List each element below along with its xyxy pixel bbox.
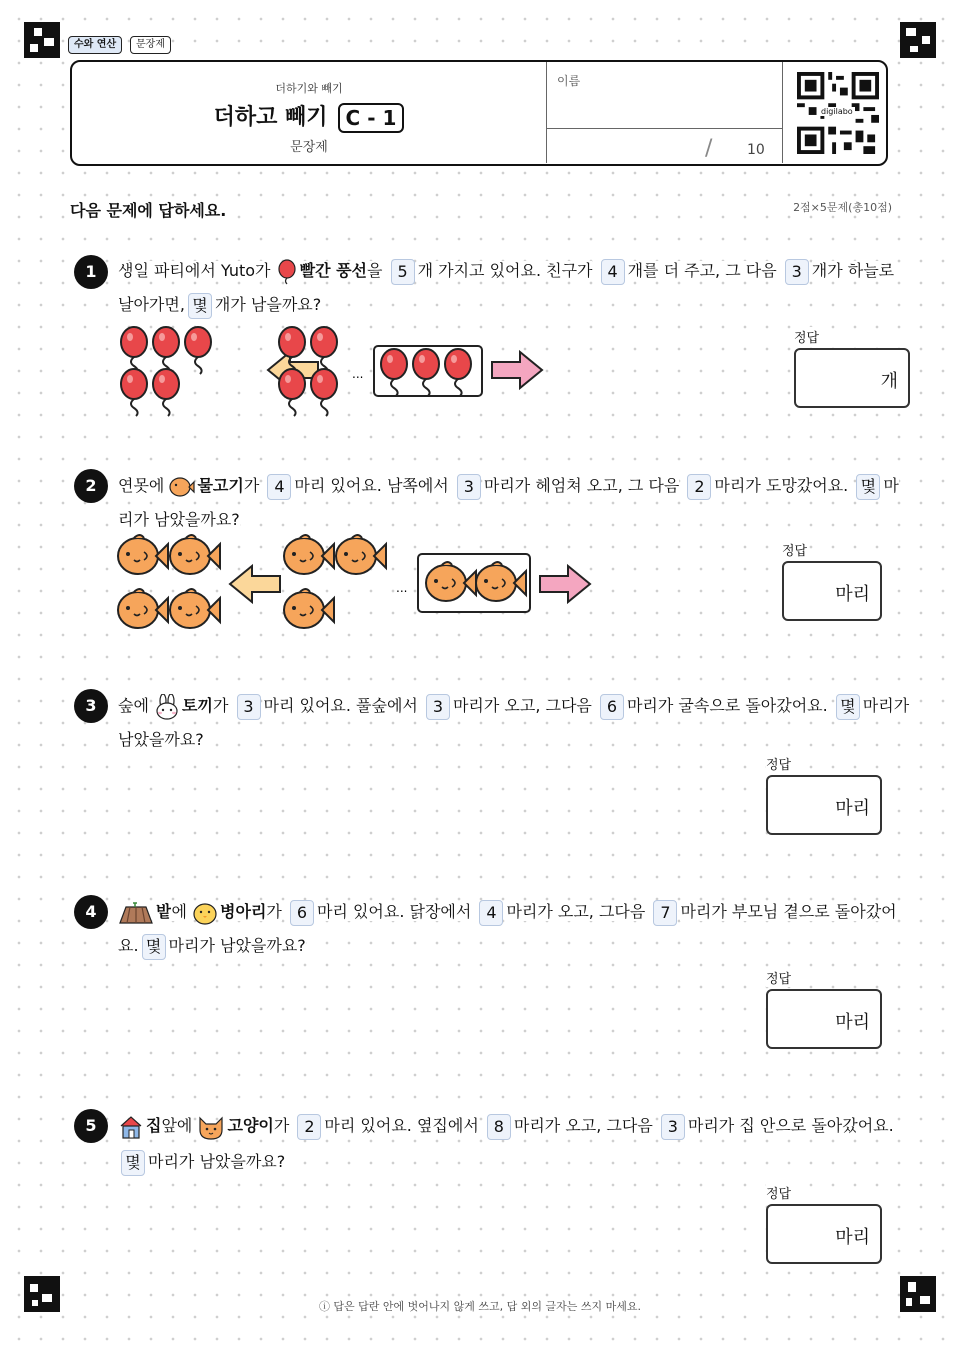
number-box: 4 bbox=[267, 474, 291, 500]
number-box: 7 bbox=[653, 900, 677, 926]
answer-unit: 마리 bbox=[835, 584, 870, 605]
number-box: 5 bbox=[391, 259, 415, 285]
question-number: 2 bbox=[74, 469, 108, 503]
score-info: 2점×5문제(총10점) bbox=[793, 201, 892, 214]
balloon-icon bbox=[276, 259, 298, 285]
answer-box[interactable] bbox=[782, 561, 882, 621]
header-type: 문장제 bbox=[290, 140, 328, 155]
number-box: 4 bbox=[601, 259, 625, 285]
worksheet-code: C - 1 bbox=[338, 103, 405, 133]
question-number: 4 bbox=[74, 895, 108, 929]
score-total: 10 bbox=[747, 142, 765, 158]
divider bbox=[547, 128, 783, 129]
ellipsis: ... bbox=[352, 367, 364, 381]
answer-label: 정답 bbox=[766, 754, 791, 773]
cat-icon bbox=[197, 1114, 225, 1140]
answer-box[interactable] bbox=[766, 1204, 882, 1264]
corner-marker-top-right bbox=[900, 22, 936, 58]
answer-box[interactable] bbox=[766, 989, 882, 1049]
name-label: 이름 bbox=[557, 74, 581, 88]
header-title: 더하고 빼기 C - 1 bbox=[72, 100, 546, 133]
question-1-line-2: 날아가면, 몇 개가 남을까요? bbox=[118, 288, 321, 322]
question-number: 1 bbox=[74, 255, 108, 289]
question-2-line-1: 연못에 물고기가 4 마리 있어요. 남쪽에서 3 마리가 헤엄쳐 오고, 그 다음 2 마리가 도망갔어요. 몇 마 bbox=[118, 469, 899, 503]
field-icon bbox=[118, 901, 154, 925]
number-box: 3 bbox=[785, 259, 809, 285]
number-box: 3 bbox=[237, 694, 261, 720]
number-box: 4 bbox=[479, 900, 503, 926]
question-1-line-1: 생일 파티에서 Yuto가 빨간 풍선을 5 개 가지고 있어요. 친구가 4 개를 더 주고, 그 다음 3 개가 하늘로 bbox=[118, 254, 894, 288]
answer-label: 정답 bbox=[794, 327, 819, 346]
chick-icon bbox=[192, 901, 218, 925]
rabbit-icon bbox=[154, 694, 180, 720]
answer-box[interactable] bbox=[794, 348, 910, 408]
answer-label: 정답 bbox=[766, 1183, 791, 1202]
number-box: 8 bbox=[487, 1114, 511, 1140]
tag-subject: 수와 연산 bbox=[68, 36, 122, 54]
question-5-line-2: 몇 마리가 남았을까요? bbox=[118, 1145, 285, 1179]
answer-unit: 마리 bbox=[835, 798, 870, 819]
answer-box[interactable] bbox=[766, 775, 882, 835]
worksheet-header bbox=[70, 60, 888, 166]
answer-label: 정답 bbox=[766, 968, 791, 987]
score-slash: / bbox=[705, 136, 713, 161]
number-box: 3 bbox=[661, 1114, 685, 1140]
number-box: 2 bbox=[687, 474, 711, 500]
qr-label: digilabo bbox=[821, 107, 853, 116]
unknown-box: 몇 bbox=[121, 1150, 145, 1176]
question-4-line-2: 요. 몇 마리가 남았을까요? bbox=[118, 929, 306, 963]
unknown-box: 몇 bbox=[856, 474, 880, 500]
number-box: 2 bbox=[297, 1114, 321, 1140]
question-5-line-1: 집앞에 고양이가 2 마리 있어요. 옆집에서 8 마리가 오고, 그다음 3 마리가 집 안으로 돌아갔어요. bbox=[118, 1109, 894, 1143]
question-number: 3 bbox=[74, 689, 108, 723]
house-icon bbox=[118, 1114, 144, 1140]
number-box: 3 bbox=[457, 474, 481, 500]
question-3-line-2: 남았을까요? bbox=[118, 730, 204, 749]
number-box: 6 bbox=[290, 900, 314, 926]
number-box: 6 bbox=[600, 694, 624, 720]
answer-unit: 마리 bbox=[835, 1012, 870, 1033]
question-3-line-1: 숲에 토끼가 3 마리 있어요. 풀숲에서 3 마리가 오고, 그다음 6 마리가 굴속으로 돌아갔어요. 몇 마리가 bbox=[118, 689, 909, 723]
header-subtitle: 더하기와 빼기 bbox=[275, 82, 343, 95]
fish-illustration bbox=[112, 532, 592, 636]
question-2-line-2: 리가 남았을까요? bbox=[118, 510, 240, 529]
unknown-box: 몇 bbox=[188, 293, 212, 319]
question-4-line-1: 밭에 병아리가 6 마리 있어요. 닭장에서 4 마리가 오고, 그다음 7 마리가 부모님 곁으로 돌아갔어 bbox=[118, 895, 897, 929]
instruction-text: 다음 문제에 답하세요. bbox=[70, 198, 226, 221]
answer-unit: 개 bbox=[880, 371, 898, 392]
tag-type: 문장제 bbox=[130, 36, 171, 54]
unknown-box: 몇 bbox=[142, 934, 166, 960]
footer-note: ⓘ 답은 답란 안에 벗어나지 않게 쓰고, 답 외의 글자는 쓰지 마세요. bbox=[0, 1298, 960, 1314]
corner-marker-top-left bbox=[24, 22, 60, 58]
number-box: 3 bbox=[426, 694, 450, 720]
answer-unit: 마리 bbox=[835, 1227, 870, 1248]
answer-label: 정답 bbox=[782, 540, 807, 559]
fish-icon bbox=[169, 476, 195, 498]
unknown-box: 몇 bbox=[836, 694, 860, 720]
name-score-block bbox=[546, 62, 783, 163]
qr-block bbox=[782, 62, 887, 163]
header-title-block bbox=[72, 62, 546, 163]
ellipsis: ... bbox=[396, 581, 408, 595]
question-number: 5 bbox=[74, 1109, 108, 1143]
balloon-illustration bbox=[112, 322, 552, 418]
